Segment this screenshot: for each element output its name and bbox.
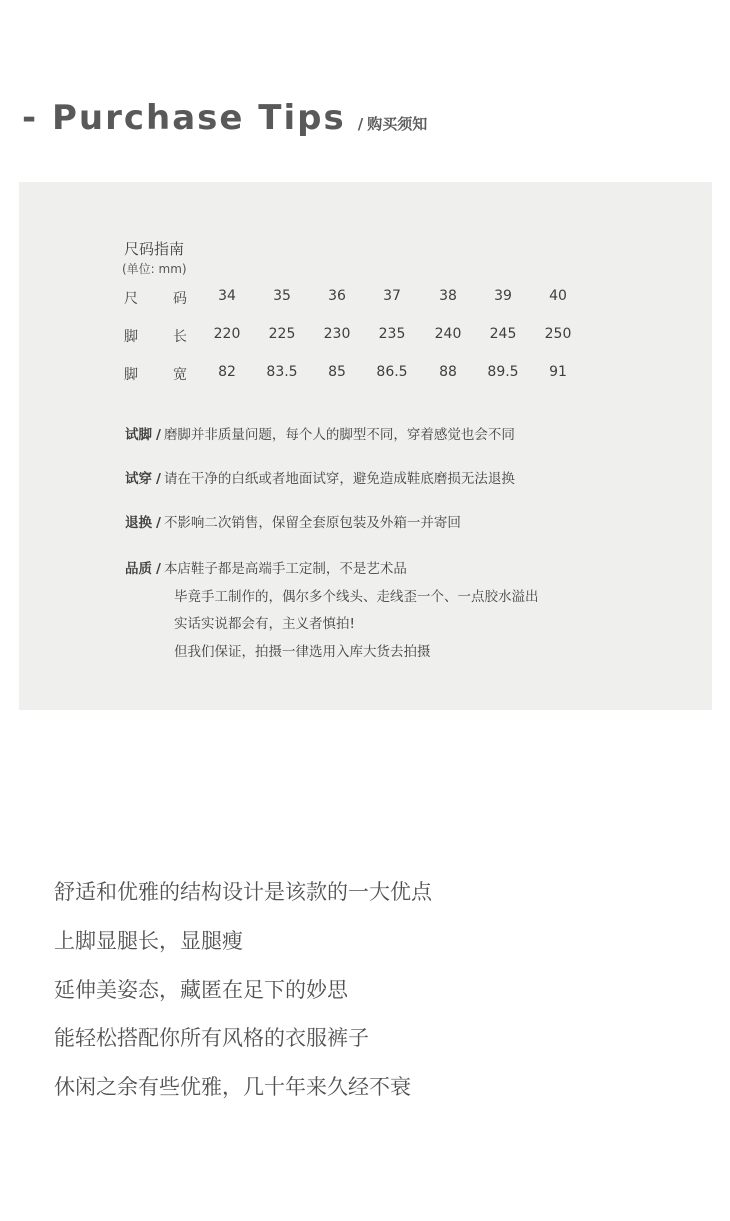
- size-cell: 38: [439, 288, 457, 304]
- row-label-second: 宽: [173, 367, 187, 383]
- length-cell: 230: [323, 326, 351, 342]
- tip-quality: [125, 557, 407, 577]
- size-cell: 37: [383, 288, 401, 304]
- size-guide-unit: (单位: mm): [122, 262, 187, 276]
- header-title: - Purchase Tips: [22, 98, 346, 138]
- size-row-length: [19, 326, 712, 346]
- row-label-first: 尺: [124, 291, 138, 307]
- tip-separator: /: [156, 515, 161, 531]
- size-cell: 40: [549, 288, 567, 304]
- tip-text: 不影响二次销售，保留全套原包装及外箱一并寄回: [163, 515, 461, 531]
- length-cell: 235: [378, 326, 406, 342]
- width-cell: 91: [549, 364, 567, 380]
- size-cell: 39: [494, 288, 512, 304]
- width-cell: 82: [218, 364, 236, 380]
- description-line: 上脚显腿长，显腿瘦: [54, 929, 243, 953]
- purchase-tips-panel: [19, 182, 712, 710]
- header-separator: /: [357, 115, 364, 133]
- length-cell: 240: [434, 326, 462, 342]
- purchase-tips-header: [22, 98, 427, 138]
- description-line: 能轻松搭配你所有风格的衣服裤子: [54, 1026, 369, 1050]
- tip-text: 请在干净的白纸或者地面试穿，避免造成鞋底磨损无法退换: [163, 471, 515, 487]
- size-cell: 34: [218, 288, 236, 304]
- tip-return: [125, 511, 461, 531]
- size-row-width: [19, 364, 712, 384]
- description-line: 舒适和优雅的结构设计是该款的一大优点: [54, 880, 432, 904]
- row-label-first: 脚: [124, 329, 138, 345]
- size-row-size: [19, 288, 712, 308]
- width-cell: 86.5: [376, 364, 408, 380]
- tip-text: 磨脚并非质量问题，每个人的脚型不同，穿着感觉也会不同: [163, 427, 515, 443]
- tip-try-on: [125, 467, 515, 487]
- tip-label: 退换: [125, 515, 152, 531]
- row-label-first: 脚: [124, 367, 138, 383]
- description-line: 延伸美姿态，藏匿在足下的妙思: [54, 978, 348, 1002]
- length-cell: 250: [544, 326, 572, 342]
- quality-line: 但我们保证，拍摄一律选用入库大货去拍摄: [174, 644, 431, 660]
- size-cell: 36: [328, 288, 346, 304]
- tip-label: 试脚: [125, 427, 152, 443]
- tip-separator: /: [156, 471, 161, 487]
- quality-line: 毕竟手工制作的，偶尔多个线头、走线歪一个、一点胶水溢出: [174, 589, 539, 605]
- width-cell: 88: [439, 364, 457, 380]
- width-cell: 89.5: [487, 364, 519, 380]
- tip-label: 品质: [125, 561, 152, 577]
- length-cell: 225: [268, 326, 296, 342]
- description-line: 休闲之余有些优雅，几十年来久经不衰: [54, 1075, 411, 1099]
- quality-line: 实话实说都会有，主义者慎拍!: [174, 616, 355, 632]
- row-label-second: 长: [173, 329, 187, 345]
- tip-fit-test: [125, 423, 515, 443]
- tip-label: 试穿: [125, 471, 152, 487]
- width-cell: 85: [328, 364, 346, 380]
- tip-separator: /: [156, 561, 161, 577]
- row-label-second: 码: [173, 291, 187, 307]
- width-cell: 83.5: [266, 364, 298, 380]
- length-cell: 220: [213, 326, 241, 342]
- header-subtitle: 购买须知: [367, 115, 428, 133]
- size-guide-title: 尺码指南: [124, 240, 185, 258]
- tip-separator: /: [156, 427, 161, 443]
- tip-text: 本店鞋子都是高端手工定制，不是艺术品: [163, 561, 407, 577]
- length-cell: 245: [489, 326, 517, 342]
- size-cell: 35: [273, 288, 291, 304]
